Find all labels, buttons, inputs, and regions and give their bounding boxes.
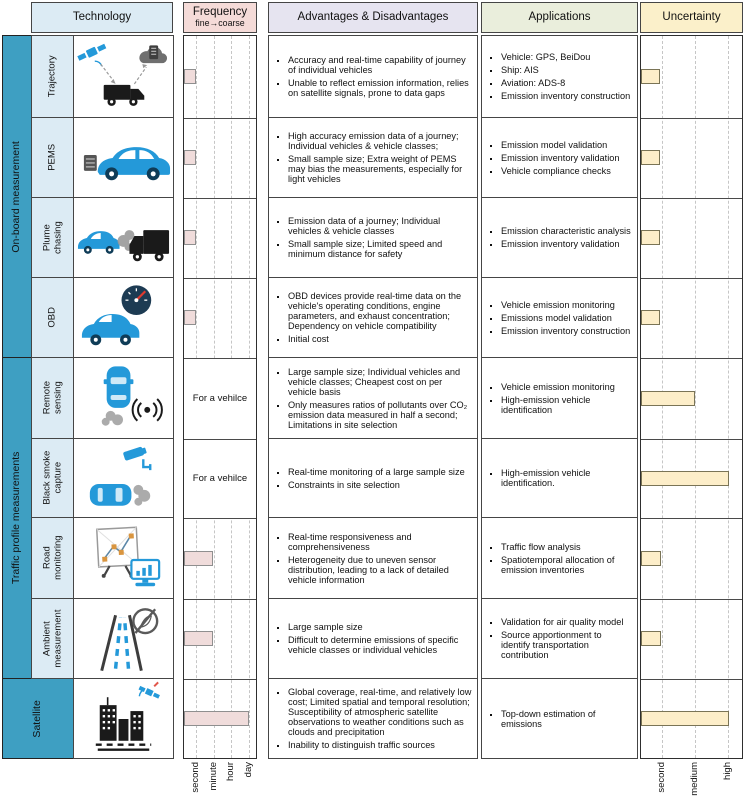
application-item: ▪ Validation for air quality model [501, 617, 633, 627]
frequency-note-text: For a vehilce [192, 393, 248, 404]
technology-header [31, 2, 173, 33]
icon-cell-satellite [73, 678, 174, 759]
uncertainty-chart [640, 35, 743, 759]
advantage-item: ▪ Real-time monitoring of a large sample size [288, 467, 465, 477]
advantages-cell-road-monitoring [268, 517, 478, 599]
advantages-cell-ambient [268, 598, 478, 679]
section-onboard-label: On-board measurement [10, 140, 23, 253]
row-separator [641, 118, 742, 119]
application-item: ▪ Emission inventory construction [501, 326, 630, 336]
car-plume-truck-icon [74, 198, 173, 278]
section-satellite [2, 678, 74, 759]
applications-cell-remote-sensing [481, 357, 638, 439]
applications-cell-black-smoke [481, 438, 638, 518]
frequency-bar-road-monitoring [184, 551, 213, 566]
advantages-list [275, 687, 473, 750]
applications-cell-road-monitoring [481, 517, 638, 599]
advantage-item: ▪ Emission data of a journey; Individual vehicles & vehicle classes [288, 216, 473, 236]
application-item: ▪ Vehicle emission monitoring [501, 300, 630, 310]
applications-cell-trajectory [481, 35, 638, 118]
uncertainty-axis-medium: medium [689, 762, 700, 796]
section-onboard-measurement [2, 35, 32, 358]
tech-cell-ambient [31, 598, 74, 679]
applications-list [488, 542, 633, 575]
applications-list [488, 140, 619, 176]
application-item: ▪ High-emission vehicle identification. [501, 468, 633, 488]
uncertainty-header-label: Uncertainty [662, 11, 721, 24]
uncertainty-axis-second: second [656, 762, 667, 793]
advantage-item: ▪ Initial cost [288, 334, 473, 344]
tech-label-remote-sensing: Remote sensing [40, 381, 63, 415]
tech-cell-black-smoke [31, 438, 74, 518]
tech-label-black-smoke: Black smoke capture [40, 451, 63, 505]
section-traffic-profile [2, 357, 32, 679]
advantages-header-label: Advantages & Disadvantages [297, 11, 449, 24]
frequency-bar-trajectory [184, 69, 196, 84]
advantage-item: ▪ Difficult to determine emissions of specific vehicle classes or individual vehicles [288, 635, 473, 655]
row-separator [641, 518, 742, 519]
uncertainty-header [640, 2, 743, 33]
advantages-cell-plume-chasing [268, 197, 478, 278]
gauge-car-icon [74, 278, 173, 358]
row-separator [641, 358, 742, 359]
icon-cell-pems [73, 117, 174, 198]
advantages-cell-satellite [268, 678, 478, 759]
row-separator [641, 278, 742, 279]
uncertainty-bar-road-monitoring [641, 551, 661, 566]
tech-cell-obd [31, 277, 74, 358]
application-item: ▪ Vehicle compliance checks [501, 166, 619, 176]
applications-cell-satellite [481, 678, 638, 759]
tech-cell-remote-sensing [31, 357, 74, 439]
advantage-item: ▪ Small sample size; Limited speed and minimum distance for safety [288, 239, 473, 259]
frequency-note-remote-sensing [185, 358, 255, 439]
frequency-note-text: For a vehilce [192, 473, 248, 484]
tech-label-trajectory: Trajectory [46, 55, 58, 98]
frequency-axis-minute: minute [208, 762, 219, 791]
advantage-item: ▪ OBD devices provide real-time data on the vehicle's operating conditions, engine parameters, and exhaust concentration; Dependency on vehicle compatibility [288, 291, 473, 331]
application-item: ▪ High-emission vehicle identification [501, 395, 633, 415]
application-item: ▪ Vehicle emission monitoring [501, 382, 633, 392]
icon-cell-ambient [73, 598, 174, 679]
road-compass-icon [74, 599, 173, 679]
applications-cell-ambient [481, 598, 638, 679]
applications-list [488, 617, 633, 660]
row-separator [184, 118, 256, 119]
application-item: ▪ Emission inventory construction [501, 91, 630, 101]
row-separator [184, 518, 256, 519]
technology-header-label: Technology [72, 11, 132, 24]
frequency-note-black-smoke [185, 439, 255, 518]
advantages-list [275, 131, 473, 184]
applications-list [488, 468, 633, 488]
uncertainty-bar-black-smoke [641, 471, 729, 486]
advantages-list [275, 55, 473, 98]
frequency-bar-satellite [184, 711, 249, 726]
advantage-item: ▪ Global coverage, real-time, and relatively low cost; Limited spatial and temporal resolution; Susceptibility of atmospheric satellite observations to weather conditions such as clouds and precipitation [288, 687, 473, 737]
applications-cell-pems [481, 117, 638, 198]
tech-cell-plume-chasing [31, 197, 74, 278]
frequency-chart [183, 35, 257, 759]
applications-cell-plume-chasing [481, 197, 638, 278]
advantage-item: ▪ Inability to distinguish traffic sources [288, 740, 473, 750]
advantage-item: ▪ Large sample size [288, 622, 473, 632]
advantages-list [275, 467, 465, 490]
row-separator [641, 198, 742, 199]
frequency-axis-day: day [243, 762, 254, 778]
frequency-bar-obd [184, 310, 196, 325]
applications-list [488, 709, 633, 729]
uncertainty-bar-satellite [641, 711, 729, 726]
application-item: ▪ Emission inventory validation [501, 239, 631, 249]
advantage-item: ▪ Constraints in site selection [288, 480, 465, 490]
advantage-item: ▪ High accuracy emission data of a journey; Individual vehicles & vehicle classes; [288, 131, 473, 151]
icon-cell-remote-sensing [73, 357, 174, 439]
uncertainty-bar-obd [641, 310, 660, 325]
frequency-header-label: Frequency [192, 6, 248, 19]
section-satellite-label: Satellite [31, 699, 44, 738]
frequency-bar-ambient [184, 631, 213, 646]
city-satellite-icon [74, 679, 173, 759]
tech-label-obd: OBD [46, 307, 58, 328]
tech-cell-road-monitoring [31, 517, 74, 599]
frequency-axis-hour: hour [225, 762, 236, 782]
advantages-list [275, 622, 473, 655]
cctv-car-smoke-icon [74, 438, 173, 518]
tech-label-road-monitoring: Road monitoring [40, 535, 63, 581]
application-item: ▪ Source apportionment to identify transportation contribution [501, 630, 633, 660]
advantages-cell-black-smoke [268, 438, 478, 518]
applications-header-label: Applications [528, 11, 591, 24]
advantages-cell-remote-sensing [268, 357, 478, 439]
uncertainty-gridline-high [728, 36, 729, 758]
advantages-list [275, 532, 473, 585]
row-separator [641, 599, 742, 600]
uncertainty-bar-ambient [641, 631, 661, 646]
application-item: ▪ Emission model validation [501, 140, 619, 150]
tech-label-plume-chasing: Plume chasing [40, 221, 63, 254]
advantage-item: ▪ Large sample size; Individual vehicles and vehicle classes; Cheapest cost on per vehicle basis [288, 367, 473, 397]
application-item: ▪ Top-down estimation of emissions [501, 709, 633, 729]
map-board-monitor-icon [74, 518, 173, 598]
frequency-bar-plume-chasing [184, 230, 196, 245]
applications-header [481, 2, 638, 33]
frequency-axis-second: second [190, 762, 201, 793]
application-item: ▪ Traffic flow analysis [501, 542, 633, 552]
row-separator [184, 439, 256, 440]
satellite-cloud-truck-icon [74, 37, 173, 117]
uncertainty-axis-high: high [722, 762, 733, 780]
tech-label-pems: PEMS [46, 144, 58, 171]
advantages-list [275, 216, 473, 259]
frequency-header-subtitle: fine→coarse [195, 17, 245, 28]
application-item: ▪ Emissions model validation [501, 313, 630, 323]
advantages-cell-obd [268, 277, 478, 358]
uncertainty-bar-pems [641, 150, 660, 165]
application-item: ▪ Emission characteristic analysis [501, 226, 631, 236]
car-top-signal-icon [74, 358, 173, 438]
applications-list [488, 382, 633, 415]
applications-list [488, 226, 631, 249]
pems-car-icon [74, 118, 173, 198]
icon-cell-obd [73, 277, 174, 358]
tech-cell-pems [31, 117, 74, 198]
row-separator [184, 198, 256, 199]
uncertainty-bar-plume-chasing [641, 230, 660, 245]
section-traffic-label: Traffic profile measurements [10, 451, 23, 585]
uncertainty-bar-remote-sensing [641, 391, 695, 406]
row-separator [641, 679, 742, 680]
tech-label-ambient: Ambient measurement [40, 609, 63, 668]
icon-cell-trajectory [73, 35, 174, 118]
advantages-cell-trajectory [268, 35, 478, 118]
advantages-cell-pems [268, 117, 478, 198]
row-separator [184, 278, 256, 279]
application-item: ▪ Ship: AIS [501, 65, 630, 75]
uncertainty-gridline-medium [695, 36, 696, 758]
application-item: ▪ Aviation: ADS-8 [501, 78, 630, 88]
advantages-list [275, 367, 473, 430]
row-separator [184, 599, 256, 600]
row-separator [184, 358, 256, 359]
frequency-bar-pems [184, 150, 196, 165]
icon-cell-road-monitoring [73, 517, 174, 599]
tech-cell-trajectory [31, 35, 74, 118]
advantage-item: ▪ Real-time responsiveness and comprehensiveness [288, 532, 473, 552]
applications-list [488, 300, 630, 336]
advantage-item: ▪ Accuracy and real-time capability of journey of individual vehicles [288, 55, 473, 75]
application-item: ▪ Emission inventory validation [501, 153, 619, 163]
advantages-header [268, 2, 478, 33]
advantages-list [275, 291, 473, 344]
application-item: ▪ Spatiotemporal allocation of emission inventories [501, 555, 633, 575]
row-separator [641, 439, 742, 440]
application-item: ▪ Vehicle: GPS, BeiDou [501, 52, 630, 62]
icon-cell-plume-chasing [73, 197, 174, 278]
icon-cell-black-smoke [73, 438, 174, 518]
frequency-header [183, 2, 257, 33]
advantage-item: ▪ Unable to reflect emission information, relies on satellite signals, prone to data gaps [288, 78, 473, 98]
applications-cell-obd [481, 277, 638, 358]
row-separator [184, 679, 256, 680]
advantage-item: ▪ Small sample size; Extra weight of PEMS may bias the measurements, especially for light vehicles [288, 154, 473, 184]
applications-list [488, 52, 630, 101]
uncertainty-bar-trajectory [641, 69, 660, 84]
advantage-item: ▪ Only measures ratios of pollutants over CO₂ emission data measured in half a second; Limitations in site selection [288, 400, 473, 430]
advantage-item: ▪ Heterogeneity due to uneven sensor distribution, leading to a lack of detailed vehicle information [288, 555, 473, 585]
